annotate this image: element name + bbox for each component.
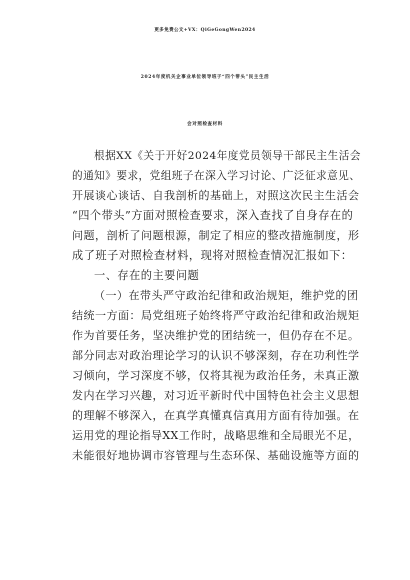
body-line: 部分同志对政治理论学习的认识不够深刻，存在功利性学 bbox=[72, 349, 360, 362]
document-body bbox=[72, 146, 362, 466]
body-line: 结统一方面：局党组班子始终将严守政治纪律和政治规矩 bbox=[72, 309, 360, 322]
body-line: 根据XX《关于开好2024年度党员领导干部民主生活会 bbox=[94, 150, 361, 162]
body-line: 问题，剖析了问题根源，制定了相应的整改措施制度，形 bbox=[72, 229, 360, 242]
document-title-line-2: 会对照检查材料 bbox=[187, 122, 223, 127]
section-heading: 一、存在的主要问题 bbox=[94, 269, 200, 282]
body-line: 作为首要任务，坚决维护党的团结统一，但仍存在不足。 bbox=[72, 329, 360, 342]
body-line: 的理解不够深入，在真学真懂真信真用方面有待加强。在 bbox=[72, 409, 360, 422]
body-line: 开展谈心谈话、自我剖析的基础上，对照这次民主生活会 bbox=[72, 189, 360, 202]
body-line: （一）在带头严守政治纪律和政治规矩，维护党的团 bbox=[94, 289, 359, 302]
body-line: 发内在学习兴趣，对习近平新时代中国特色社会主义思想 bbox=[72, 389, 360, 402]
promo-header: 更多免费公文+VX：QiGeGongWen2024 bbox=[154, 28, 256, 33]
document-title-line-1: 2024年度机关企事业单位领导班子“四个带头”民主生活 bbox=[140, 75, 270, 80]
body-line: 未能很好地协调市容管理与生态环保、基础设施等方面的 bbox=[72, 449, 360, 462]
body-line: 的通知》要求，党组班子在深入学习讨论、广泛征求意见、 bbox=[72, 170, 361, 182]
body-line: “四个带头”方面对照检查要求，深入查找了自身存在的 bbox=[72, 209, 354, 222]
body-line: 成了班子对照检查材料，现将对照检查情况汇报如下： bbox=[72, 249, 353, 262]
body-line: 运用党的理论指导XX工作时，战略思维和全局眼光不足， bbox=[72, 429, 360, 442]
body-line: 习倾向，学习深度不够，仅将其视为政治任务，未真正激 bbox=[72, 369, 360, 382]
